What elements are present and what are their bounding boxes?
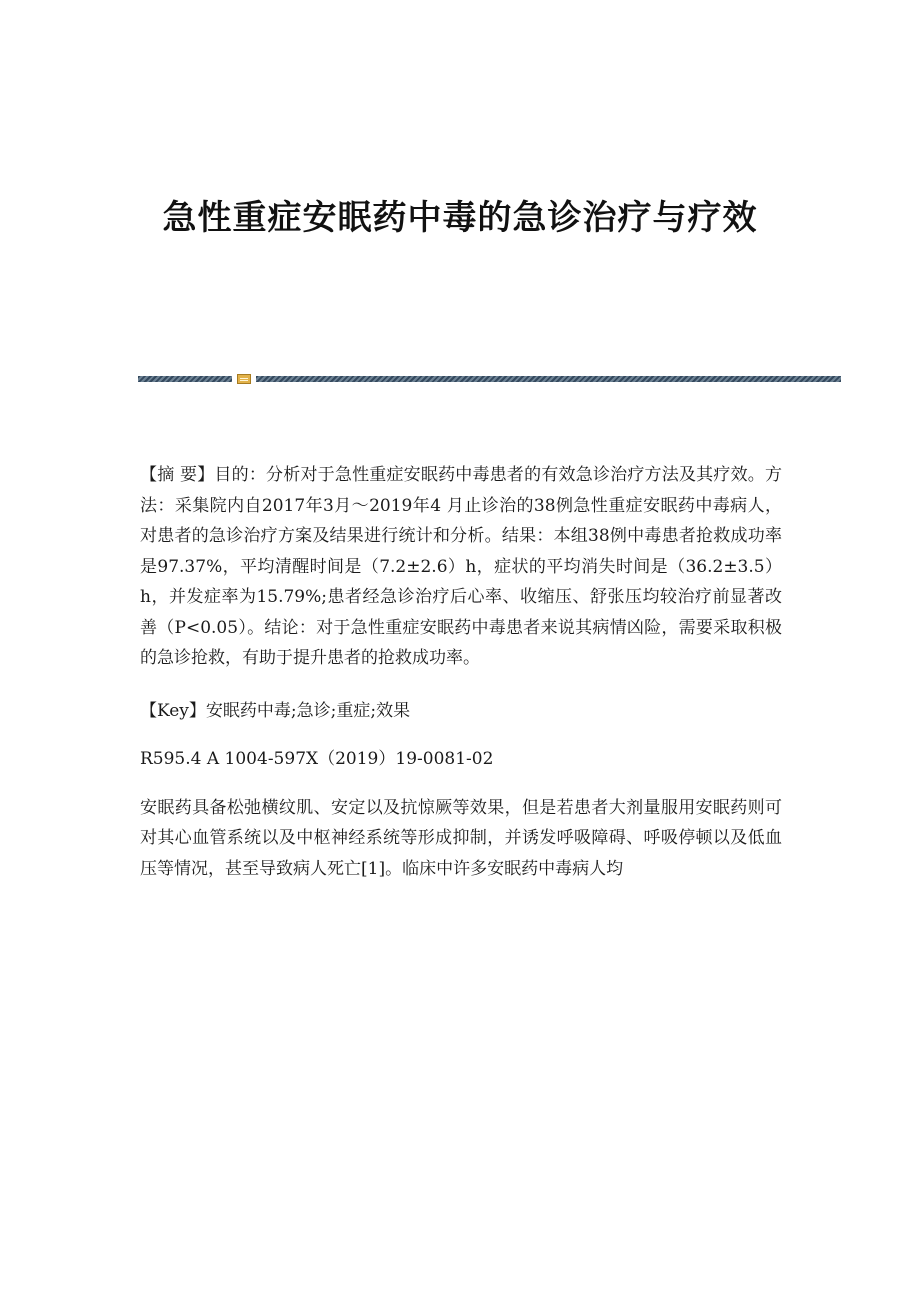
divider-ornament-icon <box>237 374 251 384</box>
document-title: 急性重症安眠药中毒的急诊治疗与疗效 <box>162 198 758 238</box>
classification-line: R595.4 A 1004-597X（2019）19-0081-02 <box>140 749 494 769</box>
divider-bar-right <box>256 376 841 382</box>
document-body <box>140 460 782 884</box>
body-paragraph: 安眠药具备松弛横纹肌、安定以及抗惊厥等效果，但是若患者大剂量服用安眠药则可对其心血管系统以及中枢神经系统等形成抑制，并诱发呼吸障碍、呼吸停顿以及低血压等情况，甚至导致病人死亡[1]。临床中许多安眠药中毒病人均 <box>140 797 782 879</box>
keywords-line: 【Key】安眠药中毒;急诊;重症;效果 <box>140 700 411 721</box>
abstract-paragraph: 【摘 要】目的：分析对于急性重症安眠药中毒患者的有效急诊治疗方法及其疗效。方法：采集院内自2017年3月～2019年4 月止诊治的38例急性重症安眠药中毒病人，对患者的急诊治疗方案及结果进行统计和分析。结果：本组38例中毒患者抢救成功率是97.37%，平均清醒时间是（7.2±2.6）h，症状的平均消失时间是（36.2±3.5）h，并发症率为15.79%;患者经急诊治疗后心率、收缩压、舒张压均较治疗前显著改善（P<0.05）。结论：对于急性重症安眠药中毒患者来说其病情凶险，需要采取积极的急诊抢救，有助于提升患者的抢救成功率。 <box>140 465 782 668</box>
title-divider <box>138 374 841 384</box>
divider-bar-left <box>138 376 232 382</box>
